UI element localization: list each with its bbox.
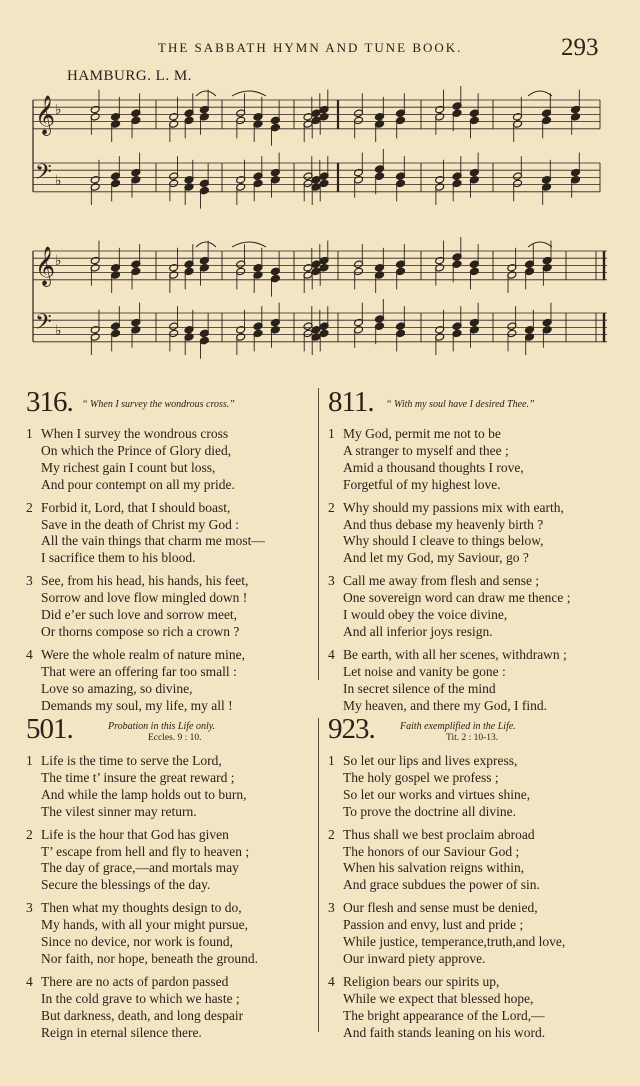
verse-line: T’ escape from hell and fly to heaven ; [41, 843, 250, 859]
verse-line: Call me away from flesh and sense ; [343, 573, 540, 589]
stanza [26, 426, 316, 494]
tune-name: HAMBURG. L. M. [67, 68, 192, 84]
stanza-list [26, 426, 316, 715]
verse-line: Secure the blessings of the day. [41, 877, 211, 893]
verse-line: Then what my thoughts design to do, [41, 900, 242, 916]
verse-line: My God, permit me not to be [343, 426, 501, 441]
verse-line: Were the whole realm of nature mine, [41, 646, 245, 662]
verse-line: So let our lips and lives express, [343, 753, 518, 768]
stanza-number: 2 [328, 499, 335, 515]
verse-line: The day of grace,—and mortals may [41, 860, 239, 876]
verse-line: Be earth, with all her scenes, withdrawn ; [343, 646, 567, 662]
verse-line: The holy gospel we profess ; [343, 769, 499, 785]
treble-clef-icon: 𝄞 [35, 246, 56, 286]
slur [196, 242, 216, 247]
verse-line: And pour contempt on all my pride. [41, 476, 235, 492]
verse-line: Why should my passions mix with earth, [343, 499, 564, 515]
verse-line: All the vain things that charm me most— [41, 533, 265, 549]
stanza-number: 3 [328, 573, 335, 589]
verse-line: On which the Prince of Glory died, [41, 442, 232, 458]
verse-line: Save in the death of Christ my God : [41, 516, 239, 532]
flat-sign-icon: ♭ [55, 102, 62, 118]
stanza-number: 1 [26, 753, 33, 768]
hymn-501 [26, 713, 316, 1048]
hymn-header [328, 713, 628, 753]
verse-line: Did e’er such love and sorrow meet, [41, 607, 238, 623]
hymn-number: 501. [26, 713, 73, 745]
verse-line: Or thorns compose so rich a crown ? [41, 623, 240, 639]
stanza-number: 1 [328, 426, 335, 441]
verse-line: In secret silence of the mind [343, 680, 496, 696]
verse-line: My richest gain I count but loss, [41, 459, 216, 475]
hymn-motto: Faith exemplified in the Life. [400, 721, 516, 732]
stanza-number: 2 [26, 499, 33, 515]
verse-line: Demands my soul, my life, my all ! [41, 697, 233, 713]
bass-clef-icon: 𝄢 [35, 310, 52, 340]
verse-line: Life is the time to serve the Lord, [41, 753, 222, 768]
treble-clef-icon: 𝄞 [35, 95, 56, 135]
hymn-header [26, 386, 316, 426]
stanza [26, 827, 316, 895]
hymn-header [26, 713, 316, 753]
hymn-reference: Tit. 2 : 10-13. [446, 733, 499, 743]
stanza-number: 4 [26, 973, 33, 989]
running-title: THE SABBATH HYMN AND TUNE BOOK. [158, 40, 463, 55]
verse-line: Religion bears our spirits up, [343, 973, 500, 989]
verse-line: See, from his head, his hands, his feet, [41, 573, 249, 589]
verse-line: And faith stands leaning on his word. [343, 1024, 546, 1040]
verse-line: The time t’ insure the great reward ; [41, 769, 235, 785]
hymn-reference: Eccles. 9 : 10. [148, 733, 202, 743]
hymn-motto: “ With my soul have I desired Thee.” [386, 399, 535, 410]
stanza-list [26, 753, 316, 1042]
verse-line: There are no acts of pardon passed [41, 973, 229, 989]
stanza-list [328, 753, 628, 1042]
stanza [26, 753, 316, 821]
hymn-number: 316. [26, 386, 73, 418]
verse-line: Since no device, nor work is found, [41, 934, 233, 950]
verse-line: And thus debase my heavenly birth ? [343, 516, 544, 532]
verse-line: The honors of our Saviour God ; [343, 843, 520, 859]
verse-line: The bright appearance of the Lord,— [343, 1007, 545, 1023]
verse-line: When his salvation reigns within, [343, 860, 525, 876]
verse-line: Passion and envy, lust and pride ; [343, 917, 524, 933]
stanza [328, 827, 628, 895]
verse-line: Our inward piety approve. [343, 950, 486, 966]
verse-line: When I survey the wondrous cross [41, 426, 229, 441]
stanza-number: 4 [328, 646, 335, 662]
stanza-list [328, 426, 628, 715]
verse-line: A stranger to myself and thee ; [343, 442, 509, 458]
column-divider [318, 718, 319, 1032]
hymn-923 [328, 713, 628, 1048]
flat-sign-icon: ♭ [55, 173, 62, 189]
verse-line: I sacrifice them to his blood. [41, 550, 196, 566]
slur [196, 91, 216, 96]
verse-line: To prove the doctrine all divine. [343, 803, 517, 819]
verse-line: And all inferior joys resign. [343, 623, 493, 639]
stanza-number: 3 [26, 573, 33, 589]
stanza [328, 573, 628, 641]
verse-line: Forgetful of my highest love. [343, 476, 501, 492]
verse-line: Forbid it, Lord, that I should boast, [41, 499, 231, 515]
stanza [26, 647, 316, 715]
stanza [328, 647, 628, 715]
verse-line: Amid a thousand thoughts I rove, [343, 459, 524, 475]
verse-line: Love so amazing, so divine, [41, 680, 193, 696]
hymn-motto: Probation in this Life only. [108, 721, 216, 732]
stanza-number: 4 [328, 973, 335, 989]
stanza [328, 426, 628, 494]
stanza [26, 500, 316, 568]
verse-line: Why should I cleave to things below, [343, 533, 544, 549]
hymn-811 [328, 386, 628, 721]
flat-sign-icon: ♭ [55, 323, 62, 339]
stanza-number: 2 [328, 826, 335, 842]
slur [528, 242, 552, 247]
slur [528, 91, 552, 96]
verse-line: That were an offering far too small : [41, 663, 237, 679]
stanza-number: 3 [328, 900, 335, 916]
verse-line: But darkness, death, and long despair [41, 1007, 244, 1023]
verse-line: My hands, with all your might pursue, [41, 917, 248, 933]
verse-line: And let my God, my Saviour, go ? [343, 550, 529, 566]
verse-line: I would obey the voice divine, [343, 607, 508, 623]
slur [232, 91, 266, 96]
hymn-motto: “ When I survey the wondrous cross.” [82, 399, 235, 410]
stanza-number: 4 [26, 646, 33, 662]
verse-line: Let noise and vanity be gone : [343, 663, 506, 679]
slur [232, 242, 266, 247]
stanza-number: 3 [26, 900, 33, 916]
verse-line: Our flesh and sense must be denied, [343, 900, 538, 916]
flat-sign-icon: ♭ [55, 253, 62, 269]
hymn-number: 923. [328, 713, 375, 745]
stanza [328, 974, 628, 1042]
hymn-316 [26, 386, 316, 721]
verse-line: So let our works and virtues shine, [343, 786, 531, 802]
stanza [328, 753, 628, 821]
hymn-header [328, 386, 628, 426]
verse-line: Sorrow and love flow mingled down ! [41, 590, 248, 606]
bass-clef-icon: 𝄢 [35, 160, 52, 190]
stanza [26, 573, 316, 641]
stanza-number: 1 [328, 753, 335, 768]
verse-line: Life is the hour that God has given [41, 826, 229, 842]
verse-line: One sovereign word can draw me thence ; [343, 590, 571, 606]
column-divider [318, 388, 319, 680]
verse-line: Reign in eternal silence there. [41, 1024, 202, 1040]
verse-line: And while the lamp holds out to burn, [41, 786, 247, 802]
verse-line: In the cold grave to which we haste ; [41, 990, 240, 1006]
verse-line: My heaven, and there my God, I find. [343, 697, 547, 713]
verse-line: Nor faith, nor hope, beneath the ground. [41, 950, 259, 966]
music-score [0, 0, 640, 370]
stanza [328, 500, 628, 568]
stanza-number: 2 [26, 826, 33, 842]
verse-line: And grace subdues the power of sin. [343, 877, 540, 893]
verse-line: Thus shall we best proclaim abroad [343, 826, 535, 842]
verse-line: While justice, temperance,truth,and love, [343, 934, 566, 950]
verse-line: While we expect that blessed hope, [343, 990, 534, 1006]
verse-line: The vilest sinner may return. [41, 803, 197, 819]
page-number: 293 [561, 34, 599, 61]
hymn-number: 811. [328, 386, 374, 418]
stanza-number: 1 [26, 426, 33, 441]
stanza [26, 900, 316, 968]
stanza [26, 974, 316, 1042]
stanza [328, 900, 628, 968]
